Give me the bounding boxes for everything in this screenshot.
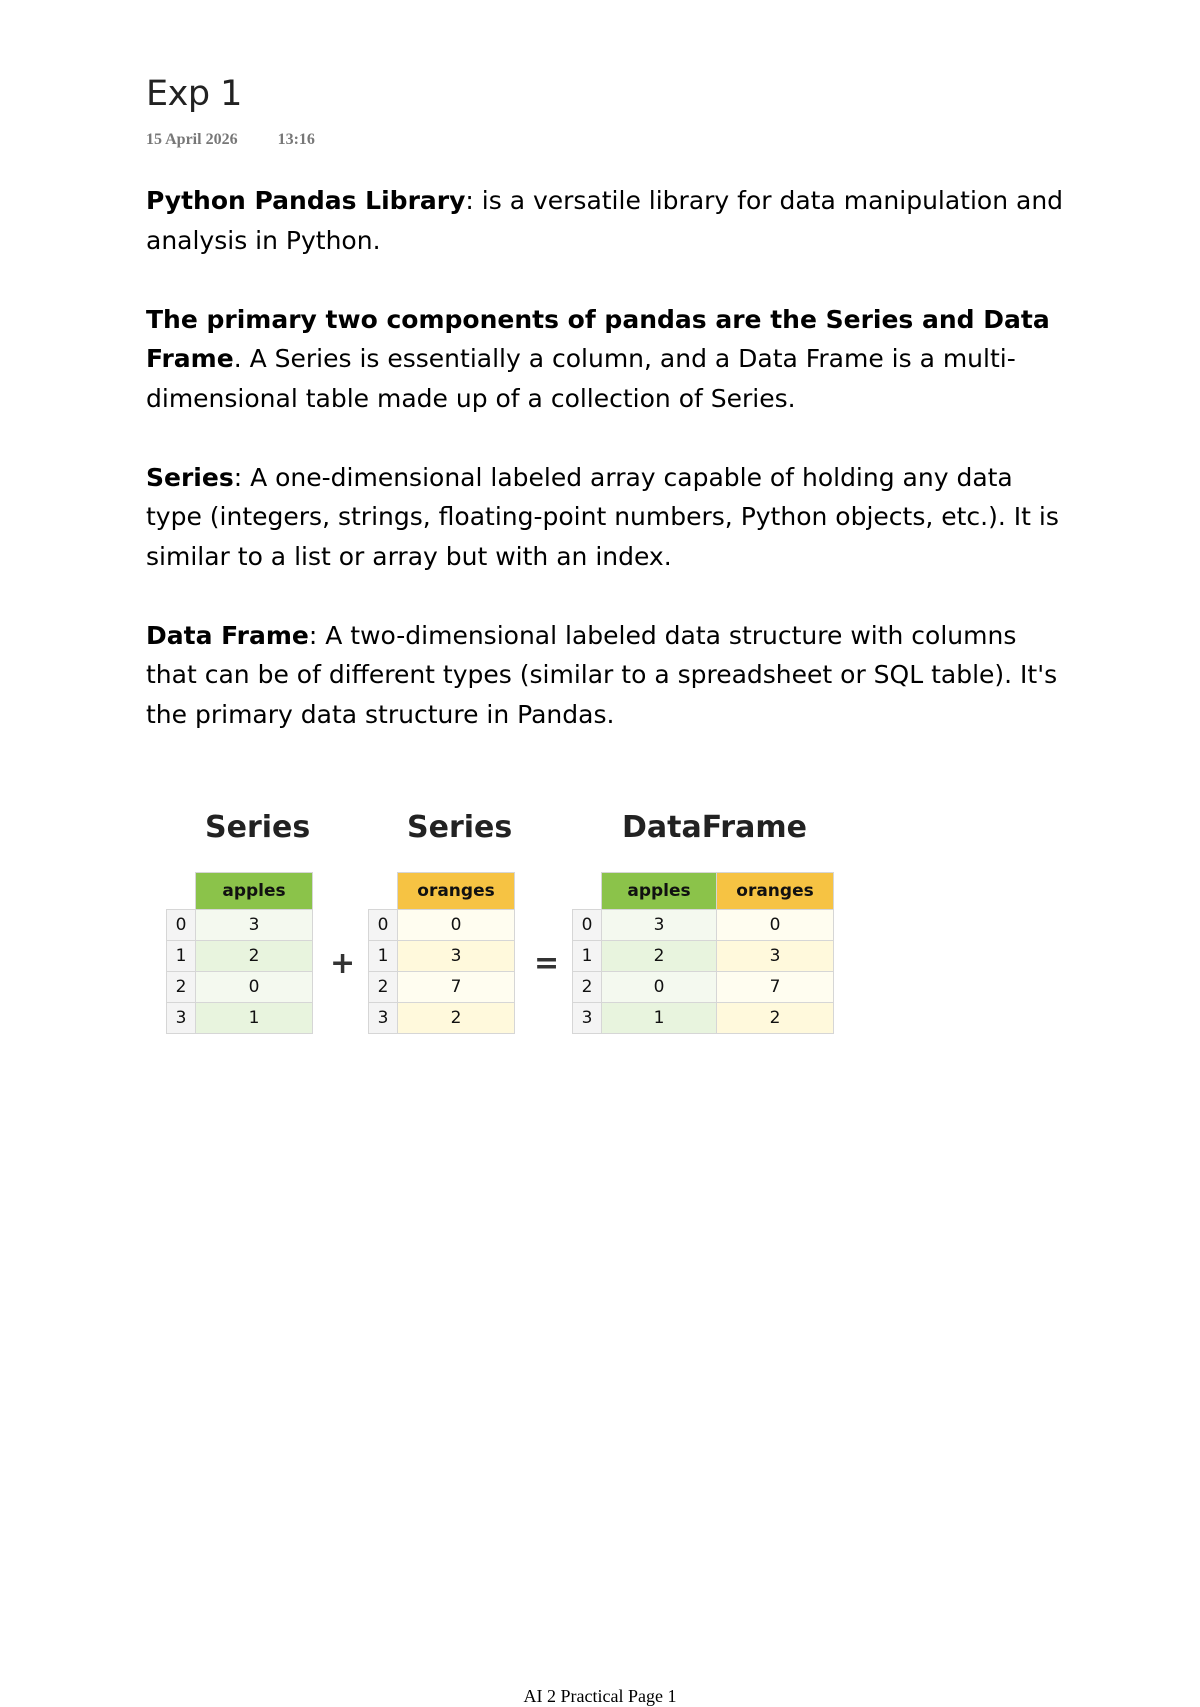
row-index: 0 — [369, 910, 398, 941]
page-footer: AI 2 Practical Page 1 — [523, 1686, 677, 1706]
table-cell: 3 — [602, 910, 717, 941]
row-index: 2 — [369, 972, 398, 1003]
table-row — [167, 972, 313, 1003]
paragraph-bold-term: Series — [146, 462, 234, 492]
table-cell: 0 — [717, 910, 834, 941]
plus-sign: + — [330, 946, 356, 981]
row-index: 1 — [573, 941, 602, 972]
row-index: 2 — [167, 972, 196, 1003]
page-time: 13:16 — [277, 131, 315, 148]
paragraph-dataframe — [146, 616, 1066, 735]
paragraph-text: : A one-dimensional labeled array capable of holding any data type (integers, strings, floating-point numbers, Python objects, etc.). It is similar to a list or array but with an index. — [146, 462, 1059, 571]
table-corner — [167, 873, 196, 910]
table-corner — [573, 873, 602, 910]
column-header-apples: apples — [602, 873, 717, 910]
paragraph-pandas-library — [146, 181, 1066, 260]
table-row — [369, 972, 515, 1003]
series2-table — [368, 872, 515, 1034]
page-meta — [146, 131, 351, 149]
table-row — [573, 1003, 834, 1034]
page-title: Exp 1 — [146, 74, 242, 114]
table-row — [369, 910, 515, 941]
table-row — [573, 972, 834, 1003]
table-cell: 3 — [398, 941, 515, 972]
table-cell: 7 — [717, 972, 834, 1003]
row-index: 3 — [167, 1003, 196, 1034]
row-index: 0 — [167, 910, 196, 941]
paragraph-bold-term: Data Frame — [146, 620, 309, 650]
table-row — [573, 941, 834, 972]
table-cell: 2 — [398, 1003, 515, 1034]
table-cell: 0 — [602, 972, 717, 1003]
equals-sign: = — [534, 946, 560, 981]
table-cell: 2 — [196, 941, 313, 972]
series2-title: Series — [407, 810, 513, 845]
dataframe-title: DataFrame — [622, 810, 807, 845]
paragraph-text: : A two-dimensional labeled data structure with columns that can be of different types (similar to a spreadsheet or SQL table). It's the primary data structure in Pandas. — [146, 620, 1058, 729]
table-cell: 3 — [196, 910, 313, 941]
row-index: 3 — [573, 1003, 602, 1034]
table-cell: 3 — [717, 941, 834, 972]
row-index: 1 — [369, 941, 398, 972]
table-row — [167, 941, 313, 972]
table-cell: 1 — [196, 1003, 313, 1034]
row-index: 1 — [167, 941, 196, 972]
table-row — [573, 910, 834, 941]
table-row — [369, 1003, 515, 1034]
row-index: 3 — [369, 1003, 398, 1034]
paragraph-bold-term: The primary two components of pandas are the Series and Data Frame — [146, 304, 1050, 373]
table-cell: 7 — [398, 972, 515, 1003]
series-dataframe-figure — [150, 810, 850, 1050]
dataframe-table — [572, 872, 834, 1034]
table-cell: 1 — [602, 1003, 717, 1034]
table-corner — [369, 873, 398, 910]
table-cell: 0 — [398, 910, 515, 941]
table-cell: 2 — [717, 1003, 834, 1034]
document-body — [146, 181, 1066, 774]
paragraph-bold-term: Python Pandas Library — [146, 186, 466, 215]
table-row — [167, 1003, 313, 1034]
paragraph-text: : is a versatile library for data manipulation and analysis in Python. — [146, 186, 1064, 255]
paragraph-series — [146, 458, 1066, 577]
paragraph-components — [146, 300, 1066, 419]
table-row — [167, 910, 313, 941]
series1-title: Series — [205, 810, 311, 845]
series1-table — [166, 872, 313, 1034]
column-header-oranges: oranges — [398, 873, 515, 910]
row-index: 0 — [573, 910, 602, 941]
table-cell: 2 — [602, 941, 717, 972]
row-index: 2 — [573, 972, 602, 1003]
table-row — [369, 941, 515, 972]
paragraph-text: . A Series is essentially a column, and a Data Frame is a multi-dimensional table made up of a collection of Series. — [146, 344, 1016, 413]
page-date: 15 April 2026 — [146, 131, 238, 148]
column-header-apples: apples — [196, 873, 313, 910]
table-cell: 0 — [196, 972, 313, 1003]
column-header-oranges: oranges — [717, 873, 834, 910]
